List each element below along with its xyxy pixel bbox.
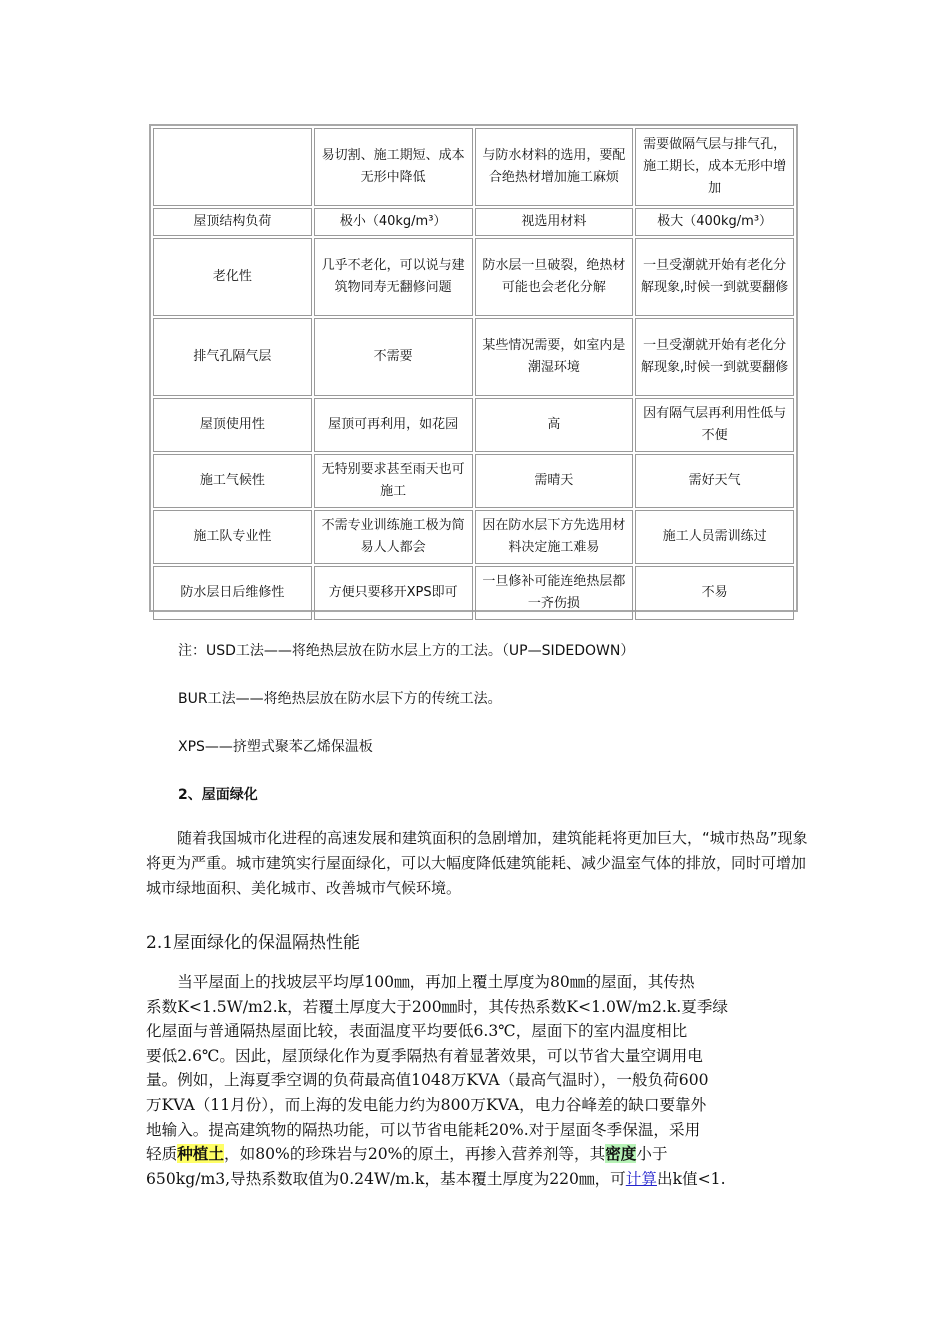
row-label-cell: 排气孔隔气层 — [153, 318, 312, 396]
table-cell: 一旦受潮就开始有老化分解现象,时候一到就要翻修 — [635, 318, 794, 396]
table-cell: 因在防水层下方先选用材料决定施工难易 — [475, 510, 634, 564]
table-cell: 需好天气 — [635, 454, 794, 508]
note-bur: BUR工法——将绝热层放在防水层下方的传统工法。 — [178, 691, 502, 707]
table-row — [153, 238, 794, 316]
highlight-density: 密度 — [605, 1144, 637, 1164]
table-cell: 不需要 — [314, 318, 473, 396]
table-row — [153, 398, 794, 452]
row-label-cell — [153, 128, 312, 206]
table-cell: 方便只要移开XPS即可 — [314, 566, 473, 620]
table-cell: 需晴天 — [475, 454, 634, 508]
table-row — [153, 566, 794, 620]
table-cell: 某些情况需要，如室内是潮湿环境 — [475, 318, 634, 396]
table-cell: 需要做隔气层与排气孔，施工期长，成本无形中增加 — [635, 128, 794, 206]
paragraph-line: 系数K<1.5W/m2.k，若覆土厚度大于200㎜时，其传热系数K<1.0W/m2.k.夏季绿 — [146, 997, 729, 1016]
table-row — [153, 208, 794, 236]
table-cell: 一旦修补可能连绝热层都一齐伤损 — [475, 566, 634, 620]
text: 小于 — [636, 1145, 668, 1164]
row-label-cell: 施工气候性 — [153, 454, 312, 508]
row-label-cell: 施工队专业性 — [153, 510, 312, 564]
paragraph-line — [146, 1167, 809, 1192]
row-label-cell: 老化性 — [153, 238, 312, 316]
table-row — [153, 128, 794, 206]
row-label-cell: 防水层日后维修性 — [153, 566, 312, 620]
highlight-planting-soil: 种植土 — [177, 1144, 224, 1164]
table-cell: 易切割、施工期短、成本无形中降低 — [314, 128, 473, 206]
paragraph-line: 当平屋面上的找坡层平均厚100㎜，再加上覆土厚度为80㎜的屋面，其传热 — [146, 973, 695, 991]
subsection-heading: 2.1屋面绿化的保温隔热性能 — [146, 933, 361, 953]
text: 出k值<1. — [656, 1169, 726, 1188]
table-cell: 不需专业训练施工极为简易人人都会 — [314, 510, 473, 564]
table-row — [153, 454, 794, 508]
table-cell: 几乎不老化，可以说与建筑物同寿无翻修问题 — [314, 238, 473, 316]
table-cell: 极小（40kg/m³） — [314, 208, 473, 236]
table-cell: 极大（400kg/m³） — [635, 208, 794, 236]
table-cell: 高 — [475, 398, 634, 452]
table-cell: 不易 — [635, 566, 794, 620]
table-row — [153, 318, 794, 396]
table-cell: 防水层一旦破裂，绝热材可能也会老化分解 — [475, 238, 634, 316]
text: 650kg/m3,导热系数取值为0.24W/m.k，基本覆土厚度为220㎜，可 — [146, 1169, 626, 1188]
table-cell: 无特别要求甚至雨天也可施工 — [314, 454, 473, 508]
section-heading: 2、屋面绿化 — [178, 787, 258, 803]
note-xps: XPS——挤塑式聚苯乙烯保温板 — [178, 739, 373, 755]
table-cell: 屋顶可再利用，如花园 — [314, 398, 473, 452]
paragraph-line: 化屋面与普通隔热屋面比较，表面温度平均要低6.3℃，屋面下的室内温度相比 — [146, 1022, 688, 1041]
comparison-table — [149, 124, 798, 612]
table-cell: 一旦受潮就开始有老化分解现象,时候一到就要翻修 — [635, 238, 794, 316]
text: ，如80%的珍珠岩与20%的原土，再掺入营养剂等，其 — [224, 1145, 606, 1164]
table-cell: 视选用材料 — [475, 208, 634, 236]
table-cell: 施工人员需训练过 — [635, 510, 794, 564]
table-row — [153, 510, 794, 564]
paragraph-line: 量。例如，上海夏季空调的负荷最高值1048万KVA（最高气温时），一般负荷600 — [146, 1071, 709, 1090]
calculate-link[interactable]: 计算 — [625, 1169, 657, 1188]
paragraph-line: 地输入。提高建筑物的隔热功能，可以节省电能耗20%.对于屋面冬季保温，采用 — [146, 1120, 701, 1139]
text: 轻质 — [146, 1145, 178, 1164]
section-paragraph: 随着我国城市化进程的高速发展和建筑面积的急剧增加，建筑能耗将更加巨大，“城市热岛”现象将更为严重。城市建筑实行屋面绿化，可以大幅度降低建筑能耗、减少温室气体的排放，同时可增加城市绿地面积、美化城市、改善城市气候环境。 — [146, 829, 808, 897]
paragraph-line: 要低2.6℃。因此，屋顶绿化作为夏季隔热有着显著效果，可以节省大量空调用电 — [146, 1046, 703, 1065]
subsection-paragraph — [146, 970, 809, 1191]
row-label-cell: 屋顶结构负荷 — [153, 208, 312, 236]
paragraph-line: 万KVA（11月份），而上海的发电能力约为800万KVA，电力谷峰差的缺口要靠外 — [146, 1095, 707, 1114]
row-label-cell: 屋顶使用性 — [153, 398, 312, 452]
paragraph-line — [146, 1142, 809, 1167]
table-cell: 因有隔气层再利用性低与不便 — [635, 398, 794, 452]
note-usd: 注：USD工法——将绝热层放在防水层上方的工法。（UP—SIDEDOWN） — [178, 643, 635, 659]
table-cell: 与防水材料的选用，要配合绝热材增加施工麻烦 — [475, 128, 634, 206]
